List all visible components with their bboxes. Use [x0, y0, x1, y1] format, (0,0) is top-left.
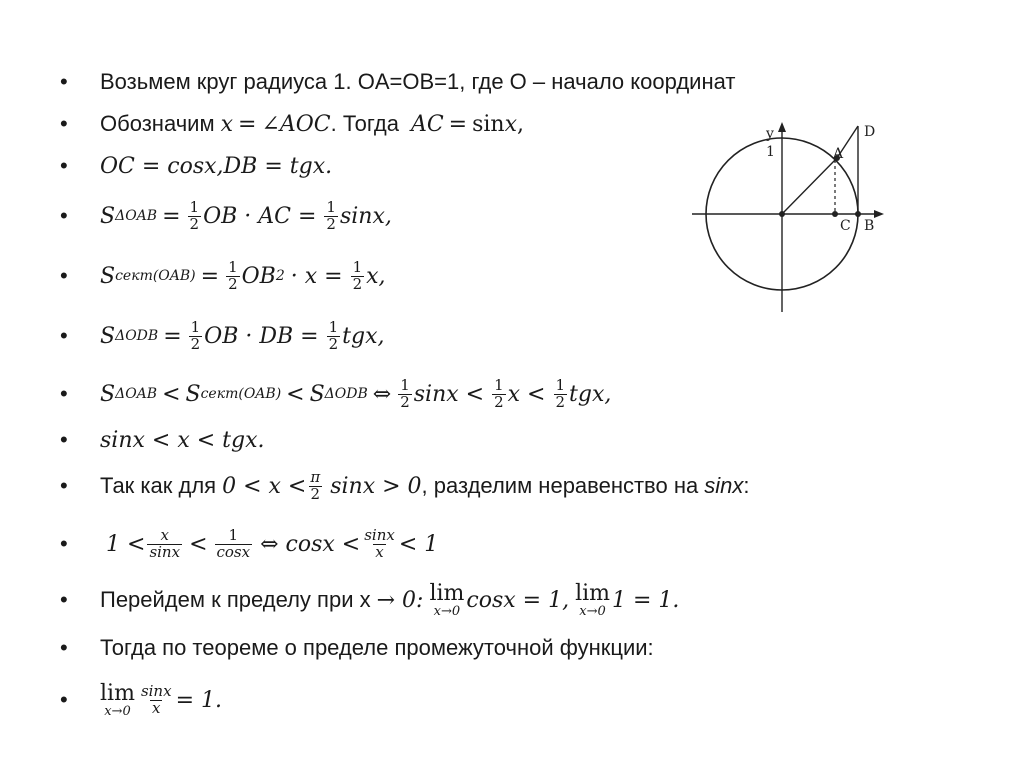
- math-op: <: [162, 381, 181, 407]
- math-var: x: [220, 111, 233, 137]
- line-8-math: sinx < x < tgx.: [100, 427, 265, 453]
- label-one: 1: [766, 144, 775, 160]
- math-var: S: [100, 263, 116, 289]
- bullet-line-1: [60, 62, 735, 102]
- math-punct: ,: [517, 111, 525, 137]
- math-expr: · x =: [290, 263, 343, 289]
- fraction: $\frac{x}{\sin x}$: [149, 525, 181, 561]
- math-expr: OB · DB =: [204, 323, 319, 349]
- label-b: B: [864, 218, 875, 234]
- math-sub: сект(OAB): [200, 386, 282, 402]
- math-expr: OB · AC =: [203, 203, 317, 229]
- math-op: =: [238, 111, 257, 137]
- label-a: A: [833, 146, 844, 162]
- unit-circle-diagram: [680, 112, 890, 322]
- bullet-dot: •: [60, 381, 68, 406]
- text: Перейдем к пределу при x: [100, 587, 371, 612]
- math-sup: 2: [275, 268, 285, 284]
- line-1-text: Возьмем круг радиуса 1. OA=OB=1, где O – начало координат: [100, 69, 736, 94]
- bullet-dot: •: [60, 473, 68, 498]
- bullet-line-13: [60, 680, 222, 720]
- text: Так как для: [100, 473, 217, 498]
- limit: lim x→0: [429, 580, 465, 619]
- line-9-content: [100, 467, 750, 503]
- fraction-half: $\frac{1}{2}$: [190, 317, 201, 353]
- fraction: $\frac{1}{\cos x}$: [216, 525, 251, 561]
- fraction-half: $\frac{1}{2}$: [189, 197, 200, 233]
- limit: lim x→0: [575, 580, 611, 619]
- math-expr: = 1.: [175, 687, 222, 713]
- line-5-content: S сект(OAB) = $\frac{1}{2}$ OB 2 · x = $\frac{1}{2}$ x,: [100, 257, 386, 293]
- bullet-dot: •: [60, 153, 68, 178]
- line-4-content: S ΔOAB = $\frac{1}{2}$ OB · AC = $\frac{1}{2}$ sinx,: [100, 197, 392, 233]
- bullet-dot: •: [60, 635, 68, 660]
- fraction-half: $\frac{1}{2}$: [494, 375, 504, 411]
- math-expr: sinx <: [413, 381, 485, 407]
- fraction-half: $\frac{1}{2}$: [326, 197, 336, 233]
- bullet-dot: •: [60, 587, 68, 612]
- bullet-line-9: [60, 466, 749, 506]
- bullet-line-3: [60, 146, 332, 186]
- text: Обозначим: [100, 111, 215, 136]
- bullet-line-5: [60, 256, 386, 296]
- line-7-content: [100, 375, 612, 411]
- line-2-content: [100, 111, 524, 137]
- math-expr: sinx,: [339, 203, 392, 229]
- line-10-content: [100, 525, 439, 561]
- label-c: C: [840, 218, 851, 234]
- math-expr: sinx > 0: [330, 473, 422, 499]
- bullet-dot: •: [60, 323, 68, 348]
- fraction-half: $\frac{1}{2}$: [400, 375, 410, 411]
- bullet-line-2: [60, 104, 524, 144]
- bullet-dot: •: [60, 111, 68, 136]
- line-12-text: Тогда по теореме о пределе промежуточной функции:: [100, 635, 654, 660]
- math-expr: tgx,: [569, 381, 612, 407]
- math-op: ⇔: [372, 381, 392, 407]
- math-expr: tgx,: [342, 323, 385, 349]
- math-expr: 1 = 1.: [612, 587, 680, 613]
- math-expr: cosx = 1,: [466, 587, 570, 613]
- math-sub: ΔODB: [115, 328, 159, 344]
- bullet-dot: •: [60, 263, 68, 288]
- line-3-math: OC = cosx,DB = tgx.: [100, 153, 333, 179]
- line-13-content: [100, 680, 222, 719]
- bullet-dot: •: [60, 427, 68, 452]
- fraction: $\frac{\sin x}{x}$: [364, 525, 395, 561]
- fraction-half: $\frac{1}{2}$: [328, 317, 339, 353]
- math-var: S: [100, 203, 116, 229]
- math-angle: ∠AOC: [261, 111, 331, 137]
- math-sub: ΔOAB: [115, 208, 158, 224]
- math-sub: сект(OAB): [115, 268, 196, 284]
- math-expr: < 1: [398, 531, 439, 557]
- y-axis-arrow: [778, 122, 786, 132]
- math-op: =: [448, 111, 468, 137]
- math-var: S: [185, 381, 201, 407]
- label-y: y: [766, 126, 774, 142]
- bullet-line-6: [60, 316, 384, 356]
- bullet-line-4: [60, 196, 392, 236]
- math-var: S: [100, 323, 116, 349]
- text-italic: sinx: [704, 473, 744, 498]
- segment-oa: [782, 158, 837, 214]
- bullet-dot: •: [60, 69, 68, 94]
- math-sub: ΔOAB: [115, 386, 158, 402]
- math-expr: 0 < x <: [222, 473, 307, 499]
- math-expr: ⇔ cosx <: [260, 531, 361, 557]
- point-o: [779, 211, 785, 217]
- bullet-line-10: [60, 524, 438, 564]
- math-var: AC: [410, 111, 444, 137]
- math-expr: → 0:: [376, 587, 424, 613]
- math-func: sin: [472, 111, 505, 137]
- bullet-line-7: [60, 374, 611, 414]
- bullet-dot: •: [60, 687, 68, 712]
- label-d: D: [864, 124, 876, 140]
- fraction-pi-half: $\frac{\pi}{2}$: [310, 467, 321, 503]
- bullet-line-8: [60, 420, 264, 460]
- fraction-half: $\frac{1}{2}$: [352, 257, 363, 293]
- math-op: <: [286, 381, 305, 407]
- fraction: $\frac{\sin x}{x}$: [140, 681, 172, 717]
- bullet-line-12: [60, 628, 654, 668]
- x-axis-arrow: [874, 210, 884, 218]
- math-expr: OB: [241, 263, 276, 289]
- math-op: <: [189, 531, 208, 557]
- math-expr: 1 <: [106, 531, 146, 557]
- point-c: [832, 211, 838, 217]
- bullet-line-11: [60, 580, 679, 620]
- bullet-dot: •: [60, 203, 68, 228]
- line-11-content: [100, 580, 680, 619]
- math-sub: ΔODB: [324, 386, 368, 402]
- math-expr: x,: [366, 263, 386, 289]
- bullet-dot: •: [60, 531, 68, 556]
- point-b: [855, 211, 861, 217]
- limit: lim x→0: [100, 680, 135, 719]
- text: . Тогда: [330, 111, 399, 136]
- math-var: S: [100, 381, 116, 407]
- fraction-half: $\frac{1}{2}$: [555, 375, 566, 411]
- math-var: x: [504, 111, 518, 137]
- fraction-half: $\frac{1}{2}$: [228, 257, 238, 293]
- text: :: [743, 473, 750, 498]
- math-expr: x <: [507, 381, 546, 407]
- math-var: S: [309, 381, 325, 407]
- line-6-content: S ΔODB = $\frac{1}{2}$ OB · DB = $\frac{1}{2}$ tgx,: [100, 317, 385, 353]
- text: , разделим неравенство на: [421, 473, 699, 498]
